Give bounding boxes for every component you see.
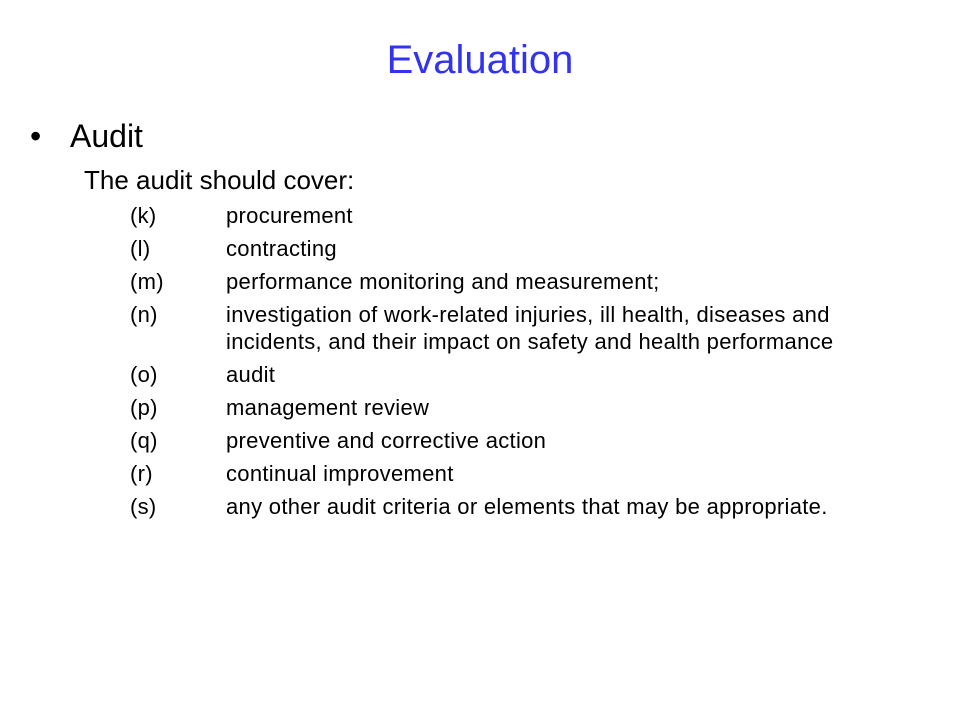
bullet-text: Audit — [70, 118, 143, 154]
item-text: preventive and corrective action — [226, 428, 547, 453]
item-text: audit — [226, 362, 276, 387]
list-item — [130, 268, 850, 295]
list-item — [130, 460, 850, 487]
item-label: (o) — [130, 362, 158, 387]
list-item — [130, 235, 850, 262]
item-label: (l) — [130, 236, 151, 261]
item-text: management review — [226, 395, 430, 420]
subheading: The audit should cover: — [84, 165, 355, 195]
item-label: (m) — [130, 269, 164, 294]
item-text: contracting — [226, 236, 337, 261]
audit-item-list — [130, 202, 850, 526]
list-item — [130, 394, 850, 421]
item-label: (p) — [130, 395, 158, 420]
list-item — [130, 361, 850, 388]
list-item — [130, 493, 850, 520]
item-label: (q) — [130, 428, 158, 453]
item-label: (r) — [130, 461, 153, 486]
item-text: performance monitoring and measurement; — [226, 269, 660, 294]
item-text: investigation of work-related injuries, ill health, diseases and incidents, and their impact on safety and health performance — [226, 302, 834, 354]
item-label: (k) — [130, 203, 157, 228]
bullet-audit — [30, 116, 143, 156]
item-label: (n) — [130, 302, 158, 327]
list-item — [130, 301, 850, 355]
item-text: any other audit criteria or elements that may be appropriate. — [226, 494, 828, 519]
item-text: continual improvement — [226, 461, 454, 486]
bullet-icon: • — [30, 118, 42, 154]
list-item — [130, 202, 850, 229]
slide-title: Evaluation — [386, 38, 574, 82]
list-item — [130, 427, 850, 454]
item-label: (s) — [130, 494, 157, 519]
item-text: procurement — [226, 203, 353, 228]
